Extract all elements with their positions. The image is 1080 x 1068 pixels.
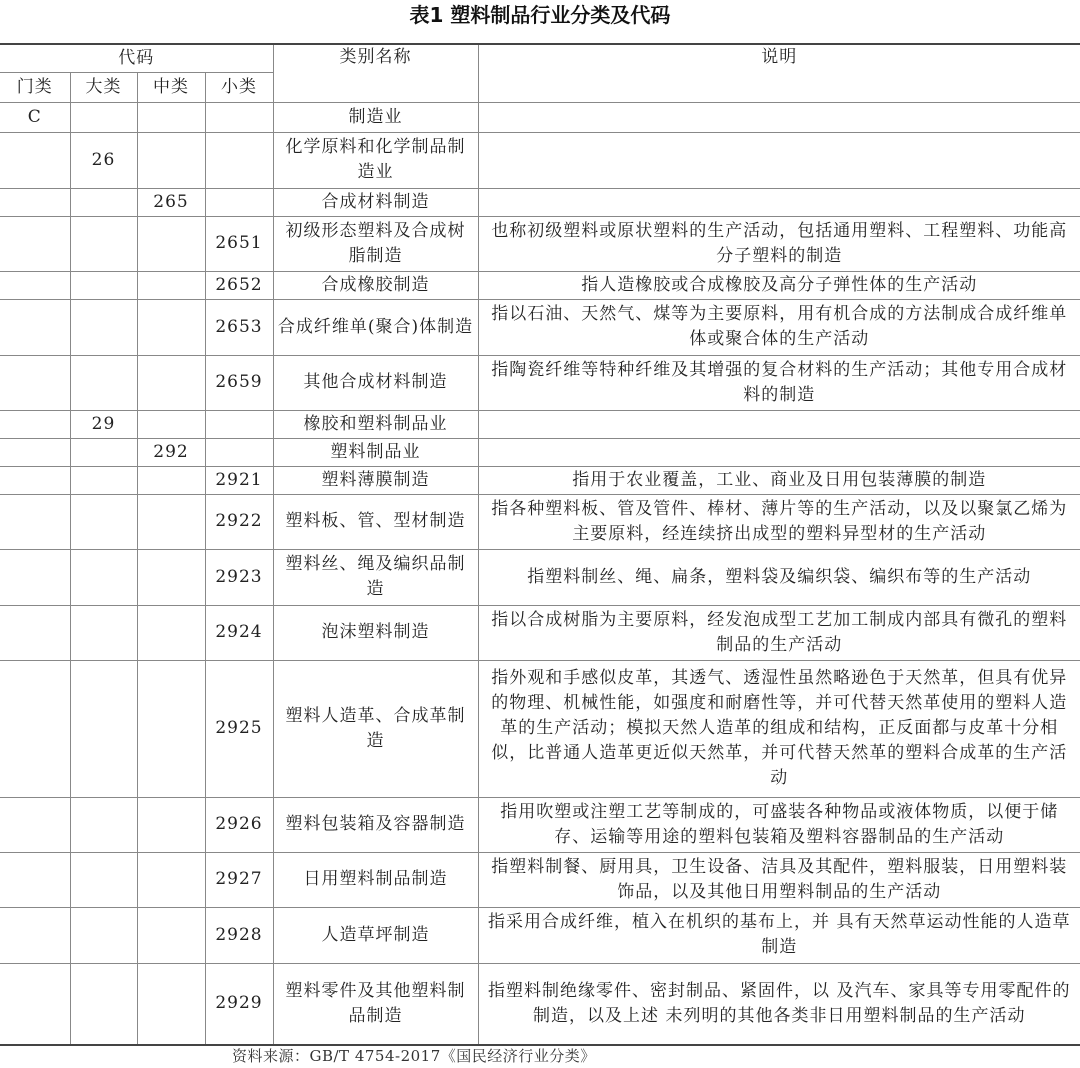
table-row xyxy=(0,660,1080,797)
cell-description: 指用于农业覆盖，工业、商业及日用包装薄膜的制造 xyxy=(478,466,1080,494)
cell-category-name: 塑料制品业 xyxy=(273,438,478,466)
cell-da xyxy=(70,605,137,660)
cell-da: 26 xyxy=(70,132,137,188)
cell-xiao: 2927 xyxy=(205,852,273,907)
cell-da xyxy=(70,102,137,132)
cell-da xyxy=(70,355,137,410)
cell-description xyxy=(478,410,1080,438)
table-row xyxy=(0,907,1080,963)
cell-zhong xyxy=(137,907,205,963)
cell-zhong xyxy=(137,797,205,852)
table-row xyxy=(0,852,1080,907)
cell-da xyxy=(70,660,137,797)
cell-zhong xyxy=(137,410,205,438)
cell-zhong xyxy=(137,494,205,549)
cell-description: 指用吹塑或注塑工艺等制成的，可盛装各种物品或液体物质，以便于储存、运输等用途的塑料包装箱及塑料容器制品的生产活动 xyxy=(478,797,1080,852)
cell-xiao: 2652 xyxy=(205,271,273,299)
cell-zhong xyxy=(137,963,205,1045)
cell-da xyxy=(70,271,137,299)
cell-men xyxy=(0,216,70,271)
cell-zhong xyxy=(137,605,205,660)
cell-da xyxy=(70,963,137,1045)
table-row xyxy=(0,102,1080,132)
table-row xyxy=(0,216,1080,271)
table-row xyxy=(0,438,1080,466)
cell-zhong xyxy=(137,466,205,494)
table-row xyxy=(0,299,1080,355)
cell-men xyxy=(0,438,70,466)
cell-zhong xyxy=(137,271,205,299)
cell-description: 也称初级塑料或原状塑料的生产活动，包括通用塑料、工程塑料、功能高分子塑料的制造 xyxy=(478,216,1080,271)
cell-men xyxy=(0,797,70,852)
cell-da xyxy=(70,466,137,494)
cell-xiao: 2928 xyxy=(205,907,273,963)
classification-table xyxy=(0,43,1080,1046)
cell-description: 指外观和手感似皮革，其透气、透湿性虽然略逊色于天然革，但具有优异的物理、机械性能，如强度和耐磨性等，并可代替天然革使用的塑料人造革的生产活动；模拟天然人造革的组成和结构，正反面都与皮革十分相似，比普通人造革更近似天然革，并可代替天然革的塑料合成革的生产活动 xyxy=(478,660,1080,797)
cell-category-name: 合成材料制造 xyxy=(273,188,478,216)
cell-zhong: 265 xyxy=(137,188,205,216)
cell-xiao xyxy=(205,102,273,132)
table-row xyxy=(0,494,1080,549)
cell-xiao xyxy=(205,410,273,438)
header-zhong: 中类 xyxy=(137,72,205,102)
cell-da xyxy=(70,438,137,466)
cell-men xyxy=(0,466,70,494)
header-xiao: 小类 xyxy=(205,72,273,102)
cell-men xyxy=(0,494,70,549)
cell-xiao: 2651 xyxy=(205,216,273,271)
cell-xiao: 2924 xyxy=(205,605,273,660)
cell-xiao: 2922 xyxy=(205,494,273,549)
cell-xiao: 2925 xyxy=(205,660,273,797)
cell-category-name: 塑料薄膜制造 xyxy=(273,466,478,494)
cell-category-name: 日用塑料制品制造 xyxy=(273,852,478,907)
cell-category-name: 制造业 xyxy=(273,102,478,132)
cell-men xyxy=(0,188,70,216)
cell-description xyxy=(478,438,1080,466)
cell-description: 指以石油、天然气、煤等为主要原料，用有机合成的方法制成合成纤维单体或聚合体的生产活动 xyxy=(478,299,1080,355)
cell-category-name: 塑料板、管、型材制造 xyxy=(273,494,478,549)
cell-xiao: 2659 xyxy=(205,355,273,410)
cell-xiao xyxy=(205,132,273,188)
table-row xyxy=(0,355,1080,410)
cell-description: 指人造橡胶或合成橡胶及高分子弹性体的生产活动 xyxy=(478,271,1080,299)
cell-category-name: 塑料人造革、合成革制造 xyxy=(273,660,478,797)
table-title: 表1 塑料制品行业分类及代码 xyxy=(409,3,671,27)
cell-men xyxy=(0,549,70,605)
table-row xyxy=(0,549,1080,605)
cell-description: 指陶瓷纤维等特种纤维及其增强的复合材料的生产活动；其他专用合成材料的制造 xyxy=(478,355,1080,410)
cell-description: 指各种塑料板、管及管件、棒材、薄片等的生产活动，以及以聚氯乙烯为主要原料，经连续挤出成型的塑料异型材的生产活动 xyxy=(478,494,1080,549)
cell-description xyxy=(478,188,1080,216)
cell-men xyxy=(0,963,70,1045)
cell-zhong xyxy=(137,216,205,271)
cell-xiao: 2653 xyxy=(205,299,273,355)
cell-category-name: 塑料零件及其他塑料制品制造 xyxy=(273,963,478,1045)
table-row xyxy=(0,132,1080,188)
cell-zhong: 292 xyxy=(137,438,205,466)
cell-zhong xyxy=(137,660,205,797)
table-row xyxy=(0,466,1080,494)
cell-category-name: 合成纤维单(聚合)体制造 xyxy=(273,299,478,355)
cell-category-name: 化学原料和化学制品制造业 xyxy=(273,132,478,188)
cell-category-name: 其他合成材料制造 xyxy=(273,355,478,410)
table-row xyxy=(0,797,1080,852)
source-note: 资料来源：GB/T 4754-2017《国民经济行业分类》 xyxy=(232,1047,596,1065)
cell-men xyxy=(0,907,70,963)
header-men: 门类 xyxy=(0,72,70,102)
cell-xiao: 2923 xyxy=(205,549,273,605)
cell-men xyxy=(0,410,70,438)
cell-description: 指塑料制丝、绳、扁条，塑料袋及编织袋、编织布等的生产活动 xyxy=(478,549,1080,605)
cell-zhong xyxy=(137,102,205,132)
cell-da xyxy=(70,907,137,963)
header-row xyxy=(0,44,1080,72)
cell-description: 指采用合成纤维，植入在机织的基布上，并 具有天然草运动性能的人造草制造 xyxy=(478,907,1080,963)
cell-category-name: 合成橡胶制造 xyxy=(273,271,478,299)
cell-category-name: 初级形态塑料及合成树脂制造 xyxy=(273,216,478,271)
cell-category-name: 塑料包装箱及容器制造 xyxy=(273,797,478,852)
table-row xyxy=(0,271,1080,299)
cell-zhong xyxy=(137,549,205,605)
cell-da xyxy=(70,216,137,271)
cell-xiao xyxy=(205,188,273,216)
table-row xyxy=(0,963,1080,1045)
cell-da xyxy=(70,494,137,549)
cell-zhong xyxy=(137,852,205,907)
cell-da: 29 xyxy=(70,410,137,438)
cell-men xyxy=(0,299,70,355)
cell-description xyxy=(478,132,1080,188)
cell-men xyxy=(0,132,70,188)
cell-category-name: 橡胶和塑料制品业 xyxy=(273,410,478,438)
cell-category-name: 人造草坪制造 xyxy=(273,907,478,963)
cell-men xyxy=(0,852,70,907)
cell-da xyxy=(70,797,137,852)
cell-zhong xyxy=(137,299,205,355)
cell-zhong xyxy=(137,355,205,410)
table-row xyxy=(0,605,1080,660)
cell-xiao: 2929 xyxy=(205,963,273,1045)
cell-da xyxy=(70,299,137,355)
header-code: 代码 xyxy=(0,44,273,72)
cell-xiao: 2926 xyxy=(205,797,273,852)
cell-description: 指塑料制绝缘零件、密封制品、紧固件，以 及汽车、家具等专用零配件的制造，以及上述 未列明的其他各类非日用塑料制品的生产活动 xyxy=(478,963,1080,1045)
cell-men xyxy=(0,605,70,660)
header-category-name: 类别名称 xyxy=(273,44,478,102)
cell-xiao xyxy=(205,438,273,466)
table-row xyxy=(0,410,1080,438)
cell-category-name: 泡沫塑料制造 xyxy=(273,605,478,660)
cell-da xyxy=(70,852,137,907)
cell-da xyxy=(70,188,137,216)
cell-description: 指以合成树脂为主要原料，经发泡成型工艺加工制成内部具有微孔的塑料制品的生产活动 xyxy=(478,605,1080,660)
cell-description xyxy=(478,102,1080,132)
header-description: 说明 xyxy=(478,44,1080,102)
cell-zhong xyxy=(137,132,205,188)
cell-men xyxy=(0,660,70,797)
cell-men xyxy=(0,271,70,299)
header-da: 大类 xyxy=(70,72,137,102)
table-row xyxy=(0,188,1080,216)
cell-da xyxy=(70,549,137,605)
cell-men: C xyxy=(0,102,70,132)
cell-description: 指塑料制餐、厨用具，卫生设备、洁具及其配件，塑料服装，日用塑料装饰品，以及其他日用塑料制品的生产活动 xyxy=(478,852,1080,907)
cell-category-name: 塑料丝、绳及编织品制造 xyxy=(273,549,478,605)
cell-xiao: 2921 xyxy=(205,466,273,494)
cell-men xyxy=(0,355,70,410)
